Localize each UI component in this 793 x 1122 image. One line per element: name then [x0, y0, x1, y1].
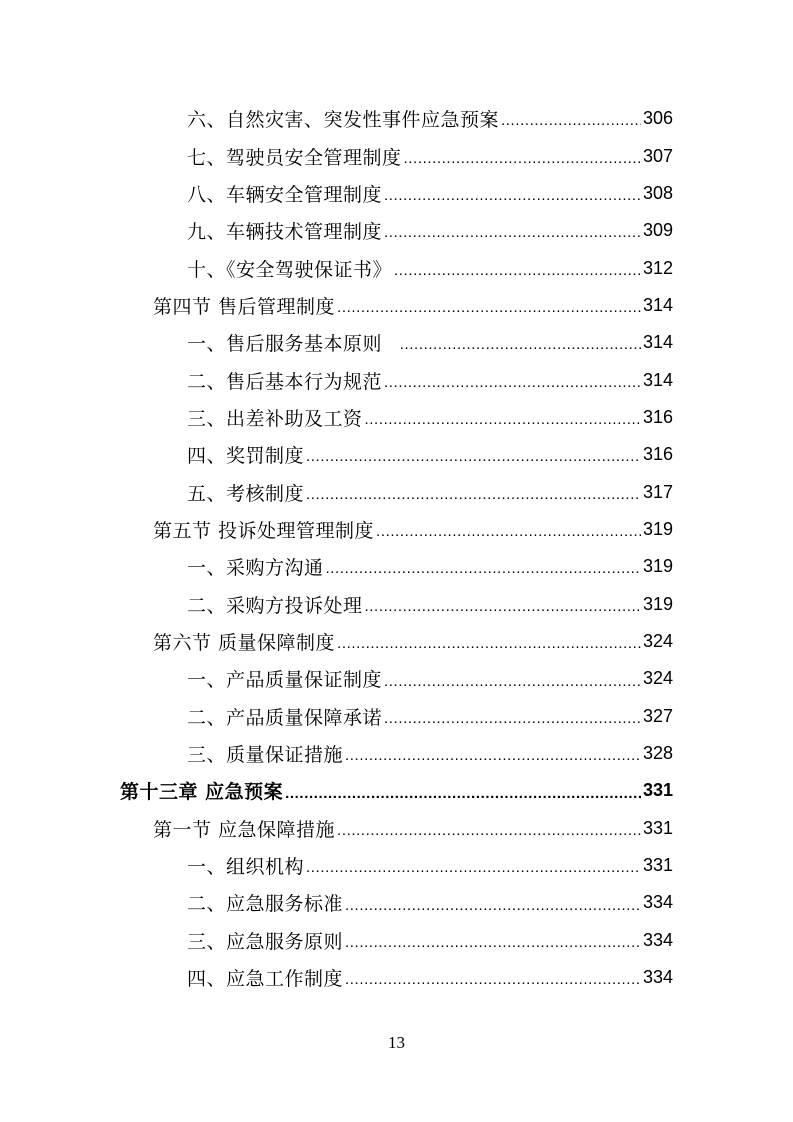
toc-entry-label: 第四节 售后管理制度	[153, 295, 336, 318]
toc-entry-label: 四、奖罚制度	[187, 445, 305, 468]
toc-entry[interactable]	[0, 287, 793, 324]
toc-entry[interactable]	[0, 884, 793, 921]
toc-dot-leader	[337, 823, 641, 847]
toc-entry[interactable]	[0, 623, 793, 660]
toc-entry-page-number: 314	[642, 294, 673, 315]
toc-dot-leader	[337, 300, 641, 324]
toc-entry-page-number: 331	[642, 855, 673, 876]
toc-entry-label: 八、车辆安全管理制度	[187, 183, 383, 206]
toc-entry[interactable]	[0, 436, 793, 473]
toc-dot-leader	[365, 599, 641, 623]
toc-dot-leader	[326, 561, 641, 585]
toc-dot-leader	[400, 337, 641, 361]
toc-dot-leader	[337, 636, 641, 660]
toc-entry-page-number: 334	[642, 892, 673, 913]
toc-entry[interactable]	[0, 175, 793, 212]
toc-entry-page-number: 316	[642, 406, 673, 427]
toc-entry-page-number: 307	[642, 145, 673, 166]
toc-entry-page-number: 328	[642, 743, 673, 764]
toc-entry-label: 六、自然灾害、突发性事件应急预案	[187, 109, 500, 132]
toc-entry[interactable]	[0, 585, 793, 622]
toc-dot-leader	[306, 487, 641, 511]
toc-entry[interactable]	[0, 959, 793, 996]
toc-entry-page-number: 308	[642, 182, 673, 203]
toc-entry[interactable]	[0, 548, 793, 585]
toc-dot-leader	[501, 113, 641, 137]
toc-entry-label: 三、质量保证措施	[187, 744, 344, 767]
toc-entry-label: 三、出差补助及工资	[187, 407, 363, 430]
toc-entry[interactable]	[0, 399, 793, 436]
toc-dot-leader	[404, 151, 641, 175]
toc-entry-label: 第十三章 应急预案	[120, 781, 284, 804]
toc-entry-page-number: 331	[642, 780, 673, 801]
toc-entry-page-number: 327	[642, 705, 673, 726]
toc-entry-label: 十、《安全驾驶保证书》	[187, 258, 393, 281]
toc-entry[interactable]	[0, 810, 793, 847]
toc-dot-leader	[345, 972, 641, 996]
toc-entry-page-number: 331	[642, 817, 673, 838]
toc-entry-page-number: 319	[642, 518, 673, 539]
toc-dot-leader	[384, 188, 641, 212]
toc-entry[interactable]	[0, 361, 793, 398]
toc-entry-label: 四、应急工作制度	[187, 968, 344, 991]
toc-entry-page-number: 334	[642, 967, 673, 988]
toc-entry-label: 第六节 质量保障制度	[153, 631, 336, 654]
toc-dot-leader	[376, 524, 641, 548]
toc-entry-page-number: 309	[642, 220, 673, 241]
toc-dot-leader	[306, 860, 641, 884]
toc-entry-label: 九、车辆技术管理制度	[187, 221, 383, 244]
toc-entry[interactable]	[0, 473, 793, 510]
toc-entry[interactable]	[0, 324, 793, 361]
toc-entry-label: 二、采购方投诉处理	[187, 594, 363, 617]
toc-entry-page-number: 324	[642, 668, 673, 689]
toc-dot-leader	[384, 711, 641, 735]
toc-entry-label: 一、采购方沟通	[187, 557, 324, 580]
toc-dot-leader	[306, 449, 641, 473]
toc-entry-page-number: 306	[642, 108, 673, 129]
toc-dot-leader	[345, 898, 641, 922]
toc-entry[interactable]	[0, 511, 793, 548]
toc-dot-leader	[384, 375, 641, 399]
toc-entry-label: 一、产品质量保证制度	[187, 669, 383, 692]
toc-entry-label: 七、驾驶员安全管理制度	[187, 146, 402, 169]
toc-entry-label: 一、售后服务基本原则	[187, 333, 383, 356]
toc-entry-page-number: 324	[642, 630, 673, 651]
toc-entry[interactable]	[0, 698, 793, 735]
table-of-contents	[0, 100, 793, 996]
toc-dot-leader	[285, 786, 641, 810]
toc-dot-leader	[384, 225, 641, 249]
toc-entry-label: 第一节 应急保障措施	[153, 818, 336, 841]
toc-entry-label: 第五节 投诉处理管理制度	[153, 519, 375, 542]
toc-dot-leader	[345, 935, 641, 959]
toc-entry[interactable]	[0, 100, 793, 137]
toc-entry-page-number: 319	[642, 593, 673, 614]
toc-dot-leader	[394, 263, 641, 287]
toc-entry-page-number: 317	[642, 481, 673, 502]
toc-entry-label: 二、售后基本行为规范	[187, 370, 383, 393]
toc-entry-label: 一、组织机构	[187, 856, 305, 879]
toc-entry[interactable]	[0, 735, 793, 772]
toc-entry-label: 二、应急服务标准	[187, 893, 344, 916]
toc-entry[interactable]	[0, 847, 793, 884]
toc-entry-label: 三、应急服务原则	[187, 930, 344, 953]
toc-entry-page-number: 316	[642, 444, 673, 465]
toc-entry-page-number: 314	[642, 332, 673, 353]
toc-entry-label: 二、产品质量保障承诺	[187, 706, 383, 729]
toc-dot-leader	[365, 412, 641, 436]
toc-entry[interactable]	[0, 772, 793, 809]
toc-entry[interactable]	[0, 249, 793, 286]
toc-entry-page-number: 312	[642, 257, 673, 278]
toc-entry-page-number: 319	[642, 556, 673, 577]
toc-entry[interactable]	[0, 212, 793, 249]
toc-entry-page-number: 314	[642, 369, 673, 390]
toc-entry[interactable]	[0, 922, 793, 959]
toc-entry-page-number: 334	[642, 929, 673, 950]
page-number: 13	[388, 1033, 405, 1052]
toc-entry-label: 五、考核制度	[187, 482, 305, 505]
toc-dot-leader	[384, 674, 641, 698]
toc-dot-leader	[345, 748, 641, 772]
toc-entry[interactable]	[0, 137, 793, 174]
toc-entry[interactable]	[0, 660, 793, 697]
